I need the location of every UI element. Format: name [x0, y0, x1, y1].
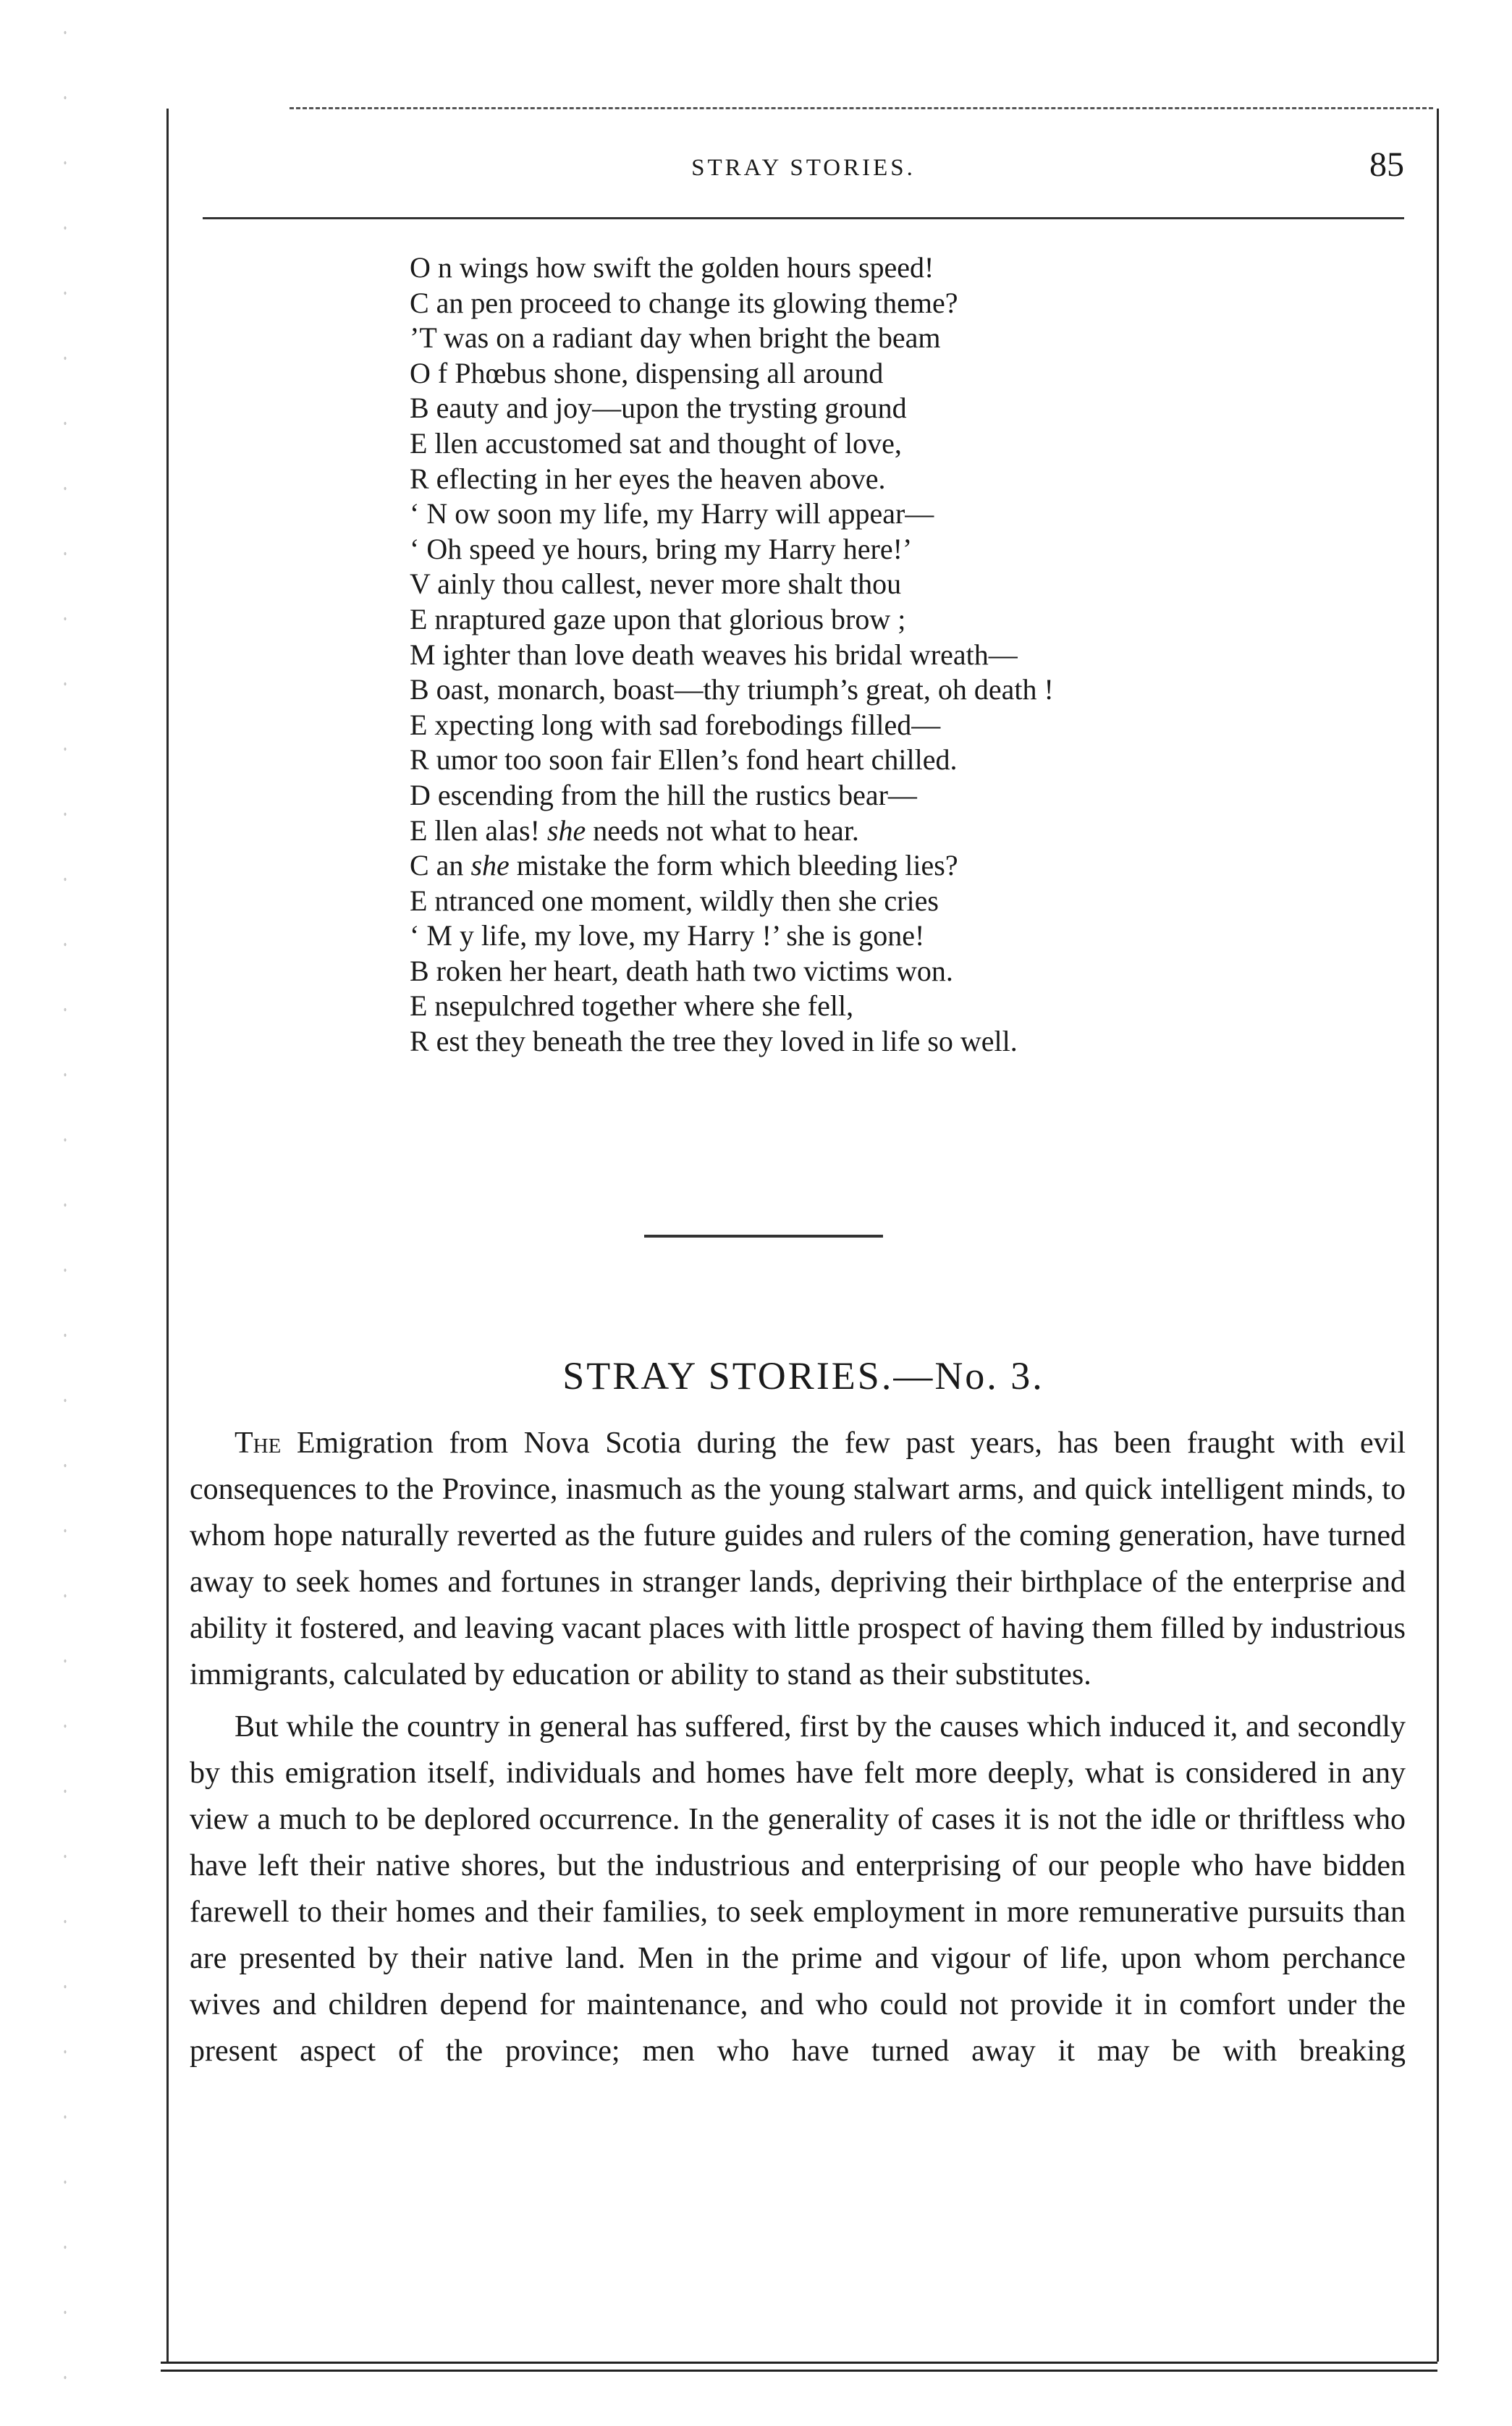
poem-line: E nraptured gaze upon that glorious brow ; [410, 602, 906, 635]
poem-line: ‘ N ow soon my life, my Harry will appear— [410, 497, 934, 531]
paragraph-lead-word: The [235, 1427, 282, 1460]
poem-line: B oast, monarch, boast—thy triumph’s great, oh death ! [410, 673, 1054, 706]
frame-bottom-rule [161, 2362, 1437, 2372]
section-divider [644, 1235, 883, 1238]
poem-line: E llen accustomed sat and thought of love, [410, 426, 902, 460]
poem-line: E llen alas! she needs not what to hear. [410, 813, 859, 847]
poem-line: ‘ M y life, my love, my Harry !’ she is gone! [410, 919, 925, 952]
poem-line: E ntranced one moment, wildly then she cries [410, 884, 939, 917]
poem-line: O f Phœbus shone, dispensing all around [410, 356, 884, 389]
article-body [190, 1420, 1406, 2074]
page-number: 85 [1369, 145, 1404, 184]
poem-line: O n wings how swift the golden hours speed! [410, 251, 934, 284]
poem-line: V ainly thou callest, never more shalt thou [410, 567, 902, 601]
poem-line: D escending from the hill the rustics bear— [410, 778, 917, 811]
acrostic-poem [410, 250, 1351, 1060]
poem-line: E nsepulchred together where she fell, [410, 989, 854, 1023]
poem-line: M ighter than love death weaves his bridal wreath— [410, 638, 1018, 671]
poem-line: C an she mistake the form which bleeding lies? [410, 849, 958, 882]
paragraph-1 [190, 1420, 1406, 1698]
poem-line: R eflecting in her eyes the heaven above. [410, 462, 886, 495]
section-title: STRAY STORIES.—No. 3. [562, 1354, 1044, 1398]
poem-line: R umor too soon fair Ellen’s fond heart chilled. [410, 743, 958, 777]
margin-specks [43, 0, 87, 2426]
header-rule [203, 217, 1404, 219]
poem-line: R est they beneath the tree they loved in life so well. [410, 1025, 1018, 1058]
paragraph-1-text: Emigration from Nova Scotia during the few past years, has been fraught with evil consequences to the Province, inasmuch as the young stalwart arms, and quick intelligent minds, to whom hope naturally reverted as the future guides and rulers of the coming generation, have turned away to seek homes and fortunes in stranger lands, depriving their birthplace of the enterprise and ability it fostered, and leaving vacant places with little prospect of having them filled by industrious immigrants, calculated by education or ability to stand as their substitutes. [190, 1427, 1406, 1691]
poem-line: B roken her heart, death hath two victims won. [410, 954, 953, 987]
running-head [203, 145, 1404, 195]
poem-line: ‘ Oh speed ye hours, bring my Harry here!’ [410, 532, 913, 565]
frame-top-rule [290, 107, 1433, 109]
poem-line: E xpecting long with sad forebodings filled— [410, 708, 941, 741]
poem-line: C an pen proceed to change its glowing theme? [410, 286, 958, 319]
poem-line: B eauty and joy—upon the trysting ground [410, 392, 907, 425]
paragraph-2: But while the country in general has suffered, first by the causes which induced it, and secondly by this emigration itself, individuals and homes have felt more deeply, what is considered in any view a much to be deplored occurrence. In the generality of cases it is not the idle or thriftless who have left their native shores, but the industrious and enterprising of our people who have bidden farewell to their homes and their families, to seek employment in more remunerative pursuits than are presented by their native land. Men in the prime and vigour of life, upon whom perchance wives and children depend for maintenance, and who could not provide it in comfort under the present aspect of the province; men who have turned away it may be with breaking [190, 1710, 1406, 2068]
poem-line: ’T was on a radiant day when bright the beam [410, 321, 941, 355]
running-title: STRAY STORIES. [691, 155, 916, 181]
